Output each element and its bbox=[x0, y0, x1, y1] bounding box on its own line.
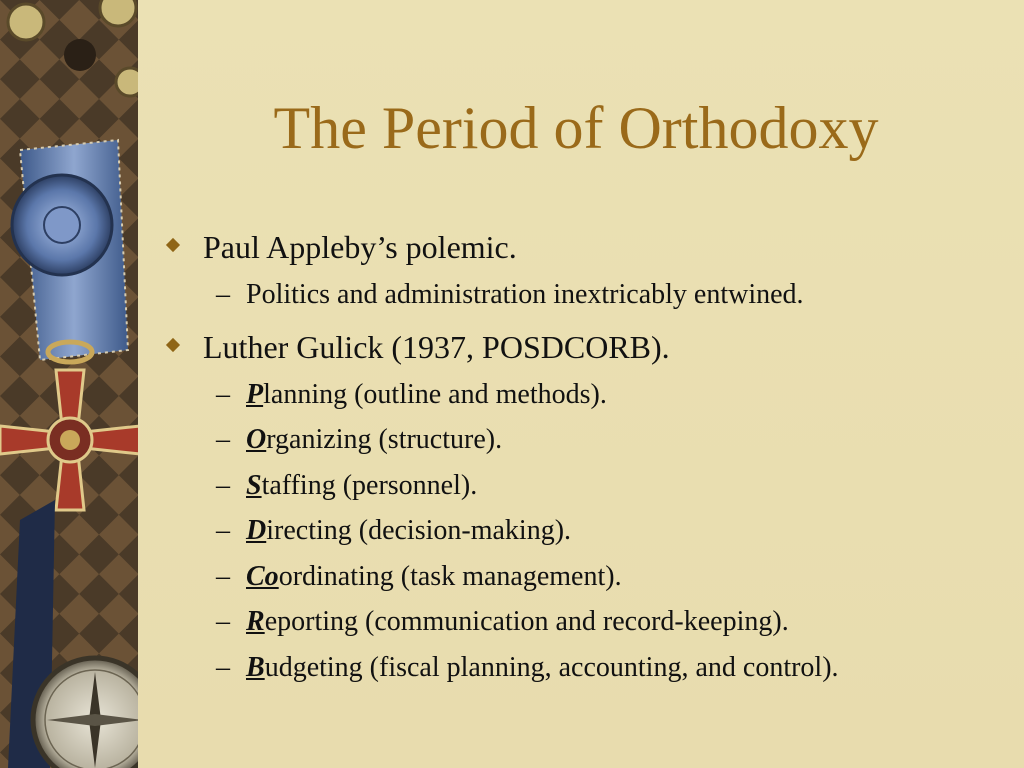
diamond-bullet-icon bbox=[166, 337, 180, 351]
sub-bullet-item bbox=[166, 508, 1006, 554]
acronym-letter: R bbox=[246, 606, 265, 637]
acronym-letter: D bbox=[246, 515, 267, 546]
sub-bullet-list bbox=[166, 272, 1006, 318]
acronym-letter: P bbox=[246, 378, 264, 410]
sub-bullet-text: eporting (communication and record-keeping). bbox=[264, 606, 789, 637]
decorative-medal-image bbox=[0, 0, 138, 768]
sub-bullet-item bbox=[166, 599, 1006, 645]
sub-bullet-text: lanning (outline and methods). bbox=[263, 378, 607, 410]
sub-bullet-text: irecting (decision-making). bbox=[266, 515, 572, 546]
sub-bullet-item bbox=[166, 272, 1006, 318]
slide-title: The Period of Orthodoxy bbox=[273, 95, 879, 161]
sub-bullet-text: taffing (personnel). bbox=[261, 469, 478, 501]
bullet-item bbox=[166, 222, 1006, 272]
dash-marker: – bbox=[216, 560, 230, 592]
sub-bullet-text: Politics and administration inextricably entwined. bbox=[246, 279, 804, 310]
acronym-letter: O bbox=[246, 424, 267, 455]
bullet-text: Paul Appleby’s polemic. bbox=[203, 229, 517, 265]
bullet-text: Luther Gulick (1937, POSDCORB). bbox=[203, 328, 670, 365]
sub-bullet-item bbox=[166, 554, 1006, 600]
bullet-item bbox=[166, 322, 1006, 372]
sub-bullet-list bbox=[166, 372, 1006, 691]
dash-marker: – bbox=[216, 469, 230, 501]
acronym-letter: Co bbox=[246, 560, 279, 592]
sub-bullet-item bbox=[166, 645, 1006, 691]
acronym-letter: S bbox=[246, 469, 262, 501]
diamond-bullet-icon bbox=[166, 238, 180, 252]
acronym-letter: B bbox=[246, 651, 265, 683]
sub-bullet-text: udgeting (fiscal planning, accounting, and control). bbox=[264, 651, 839, 683]
sub-bullet-item bbox=[166, 417, 1006, 463]
sub-bullet-text: ordinating (task management). bbox=[278, 560, 622, 592]
dash-marker: – bbox=[216, 424, 230, 455]
bullet-list bbox=[166, 222, 1006, 694]
dash-marker: – bbox=[216, 651, 230, 683]
sub-bullet-item bbox=[166, 463, 1006, 509]
sub-bullet-text: rganizing (structure). bbox=[266, 424, 503, 455]
dash-marker: – bbox=[216, 606, 230, 637]
sub-bullet-item bbox=[166, 372, 1006, 418]
dash-marker: – bbox=[216, 515, 230, 546]
dash-marker: – bbox=[216, 279, 230, 310]
dash-marker: – bbox=[216, 378, 230, 410]
